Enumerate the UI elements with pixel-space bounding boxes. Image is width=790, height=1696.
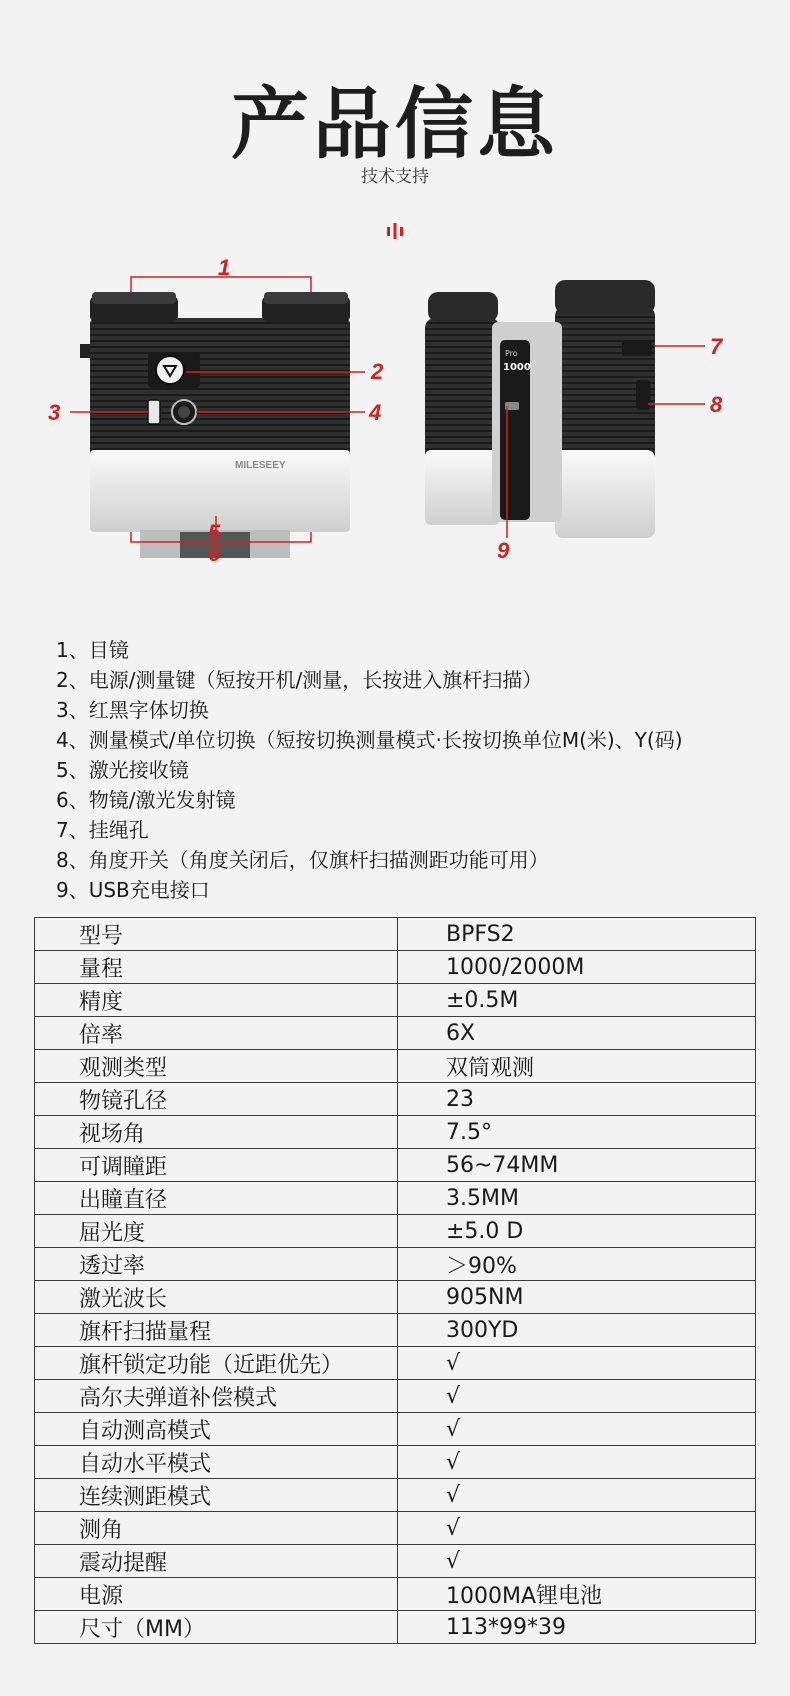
list-item: 5、激光接收镜 [56,758,189,782]
spec-value: 1000MA锂电池 [398,1578,756,1611]
spec-key: 出瞳直径 [35,1182,398,1215]
product-diagram [0,255,790,615]
spec-key: 精度 [35,984,398,1017]
spec-key: 量程 [35,951,398,984]
page-subtitle: 技术支持 [361,167,429,187]
spec-value: 1000/2000M [398,951,756,984]
list-item: 7、挂绳孔 [56,818,149,842]
list-item: 8、角度开关（角度关闭后，仅旗杆扫描测距功能可用） [56,848,549,872]
spec-value: 双筒观测 [398,1050,756,1083]
list-item: 1、目镜 [56,638,129,662]
table-row [35,1545,756,1578]
spec-key: 尺寸（MM） [35,1611,398,1644]
callout-5: 5 [208,520,221,545]
table-row [35,951,756,984]
table-row [35,1347,756,1380]
callout-2: 2 [371,359,384,384]
spec-value: √ [398,1512,756,1545]
spec-value: 300YD [398,1314,756,1347]
spec-key: 视场角 [35,1116,398,1149]
table-row [35,1512,756,1545]
feature-list [56,635,776,905]
spec-value: √ [398,1413,756,1446]
spec-value: √ [398,1446,756,1479]
table-row [35,984,756,1017]
callout-6: 6 [208,541,221,566]
page-title: 产品信息 [230,80,559,170]
spec-key: 屈光度 [35,1215,398,1248]
spec-value: 6X [398,1017,756,1050]
spec-value: ＞90% [398,1248,756,1281]
brand-logo: MILESEEY [235,460,286,471]
table-row [35,1248,756,1281]
spec-key: 透过率 [35,1248,398,1281]
spec-key: 激光波长 [35,1281,398,1314]
spec-value: ±0.5M [398,984,756,1017]
table-row [35,1413,756,1446]
table-row [35,1083,756,1116]
spec-value: ±5.0 D [398,1215,756,1248]
spec-key: 型号 [35,918,398,951]
table-row [35,1611,756,1644]
table-row [35,1380,756,1413]
spec-key: 自动水平模式 [35,1446,398,1479]
list-item: 9、USB充电接口 [56,878,210,902]
spec-key: 测角 [35,1512,398,1545]
spec-key: 连续测距模式 [35,1479,398,1512]
spec-table [34,917,756,1644]
list-item: 2、电源/测量键（短按开机/测量，长按进入旗杆扫描） [56,668,543,692]
spec-value: 113*99*39 [398,1611,756,1644]
spec-value: BPFS2 [398,918,756,951]
callout-7: 7 [710,334,723,359]
spec-value: 23 [398,1083,756,1116]
table-row [35,1182,756,1215]
spec-value: √ [398,1545,756,1578]
callout-9: 9 [497,538,510,563]
spec-value: √ [398,1380,756,1413]
spec-value: √ [398,1347,756,1380]
list-item: 3、红黑字体切换 [56,698,209,722]
spec-key: 观测类型 [35,1050,398,1083]
table-row [35,1578,756,1611]
callout-8: 8 [710,392,723,417]
table-row [35,1050,756,1083]
spec-key: 倍率 [35,1017,398,1050]
spec-key: 旗杆锁定功能（近距优先） [35,1347,398,1380]
spec-key: 可调瞳距 [35,1149,398,1182]
spec-key: 物镜孔径 [35,1083,398,1116]
table-row [35,1479,756,1512]
table-row [35,1446,756,1479]
device-front-view [80,292,350,558]
spec-value: 56~74MM [398,1149,756,1182]
callout-4: 4 [369,400,382,425]
callout-3: 3 [48,400,61,425]
accent-bars-icon [385,222,405,240]
list-item: 4、测量模式/单位切换（短按切换测量模式·长按切换单位M(米)、Y(码) [56,728,683,752]
spec-key: 自动测高模式 [35,1413,398,1446]
table-row [35,918,756,951]
table-row [35,1314,756,1347]
spec-value: 7.5° [398,1116,756,1149]
callout-1: 1 [218,255,231,280]
table-row [35,1017,756,1050]
screen-model-text: Pro [505,349,518,358]
table-row [35,1149,756,1182]
table-row [35,1281,756,1314]
spec-key: 电源 [35,1578,398,1611]
spec-value: √ [398,1479,756,1512]
spec-value: 3.5MM [398,1182,756,1215]
list-item: 6、物镜/激光发射镜 [56,788,236,812]
table-row [35,1116,756,1149]
spec-value: 905NM [398,1281,756,1314]
screen-value-text: 1000 [503,362,531,373]
device-side-view [425,280,655,538]
table-row [35,1215,756,1248]
spec-key: 旗杆扫描量程 [35,1314,398,1347]
spec-key: 震动提醒 [35,1545,398,1578]
spec-key: 高尔夫弹道补偿模式 [35,1380,398,1413]
